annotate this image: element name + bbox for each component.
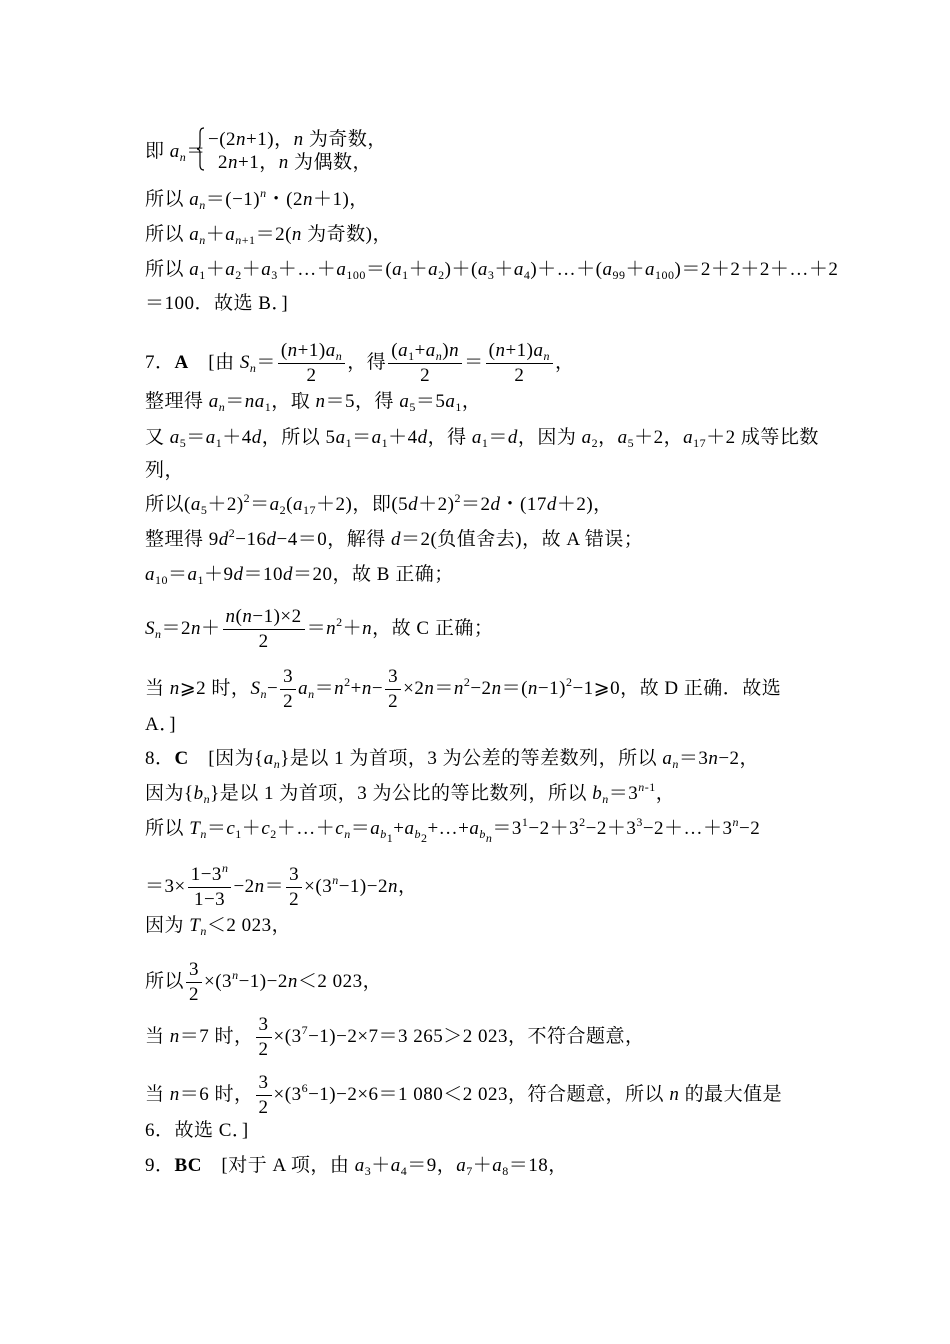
q8-answer: C	[174, 748, 189, 769]
line-tn-closed: ＝3× $\frac{1-3^n}{1-3}$ −2n＝ $\frac{3}{2}$ $\times(3^n-1)-2n$，	[145, 861, 418, 910]
line-tn-bound: 因为 $T_n<2$ 023，	[145, 915, 292, 938]
line-n6: 当 n＝6 时， $\frac{3}{2}$ $\times(3^6-1)-2\times 6=1$ 080＜2 023，符合题意，所以 n 的最大值是	[145, 1072, 783, 1118]
piecewise-definition: 即 $a_n=$	[145, 141, 206, 164]
piecewise-case-even: 2n+1，n 为偶数，	[218, 152, 372, 173]
q7-answer: A	[174, 351, 189, 373]
line-geometric-condition: 又 $a_5=a_1+4d$，所以 $5a_1=a_1+4d$，得 $a_1=d$，因为 $a_2$，$a_5+2$，$a_{17}+2$ 成等比数	[145, 427, 819, 450]
line-tn: 所以 $T_n=c_1+c_2+\dots+c_n=a_{b_1}+a_{b_2}+\dots+a_{b_n}=3^1-2+3^2-2+3^3-2+\dots+3^n-2$	[145, 815, 761, 845]
line-geometric-eq: 所以$(a_5+2)^2=a_2(a_{17}+2)$，即$(5d+2)^2=2d$・(17d＋2)，	[145, 491, 613, 517]
line-bn: 因为$\{b_n\}$是以 1 为首项，3 为公比的等比数列，所以 $b_n=3^{n-1}$，	[145, 780, 676, 806]
q7-heading: 7．A [由 $S_n=$ $\frac{(n+1)a_n}{2}$ ，得 $\frac{(a_1+a_n)n}{2}$ ＝ $\frac{(n+1)a_n}{2}$ ，	[145, 340, 575, 386]
piecewise-case-odd: −(2n+1)，n 为奇数，	[208, 129, 387, 150]
line-a10: $a_{10}=a_1+9d=10d=20$，故 B 正确；	[145, 564, 454, 587]
line-lie: 列，	[145, 460, 185, 481]
line-answer-c: 6．故选 C．]	[145, 1120, 249, 1141]
line-answer-a: A．]	[145, 714, 177, 735]
text-ji: 即	[145, 141, 170, 162]
q8-heading: 8．C [因为$\{a_n\}$是以 1 为首项，3 为公差的等差数列，所以 $a_n=3n-2$，	[145, 748, 760, 771]
q9-heading: 9．BC [对于 A 项，由 $a_3+a_4=9$，$a_7+a_8=18$，	[145, 1155, 568, 1178]
line-total-sum: 所以 $a_1+a_2+a_3+\dots+a_{100}=(a_1+a_2)+(a_3+a_4)+\dots+(a_{99}+a_{100})=2+2+2+\dots+2$	[145, 259, 839, 282]
line-answer-b: ＝100．故选 B．]	[145, 293, 289, 314]
line-general-term: 所以 $a_n=(-1)^n$・(2n＋1)，	[145, 186, 369, 212]
q9-answer: BC	[174, 1155, 202, 1176]
line-simplify: 整理得 $a_n=na_1$，取 n＝5，得 $a_5=5a_1$，	[145, 391, 482, 414]
line-pair-sum: 所以 $a_n+a_{n+1}=2(n$ 为奇数)，	[145, 224, 392, 247]
line-sn: $S_n=2n+$ $\frac{n(n-1)\times 2}{2}$ $=n^2+n$，故 C 正确；	[145, 606, 494, 652]
line-inequality: 所以 $\frac{3}{2}$ $\times(3^n-1)-2n<2$ 023，	[145, 959, 383, 1005]
brace-icon	[197, 127, 205, 171]
line-solve-d: 整理得 $9d^2-16d-4=0$，解得 d＝2(负值舍去)，故 A 错误；	[145, 526, 644, 550]
line-n7: 当 n＝7 时， $\frac{3}{2}$ $\times(3^7-1)-2\times 7=3$ 265＞2 023，不符合题意，	[145, 1014, 645, 1060]
line-option-d: 当 n⩾2 时，$S_n-$ $\frac{3}{2}$ $a_n=n^2+n-$ $\frac{3}{2}$ $\times 2n=n^2-2n=(n-1)^2-1⩾0$，故 D 正确．故选	[145, 666, 782, 712]
